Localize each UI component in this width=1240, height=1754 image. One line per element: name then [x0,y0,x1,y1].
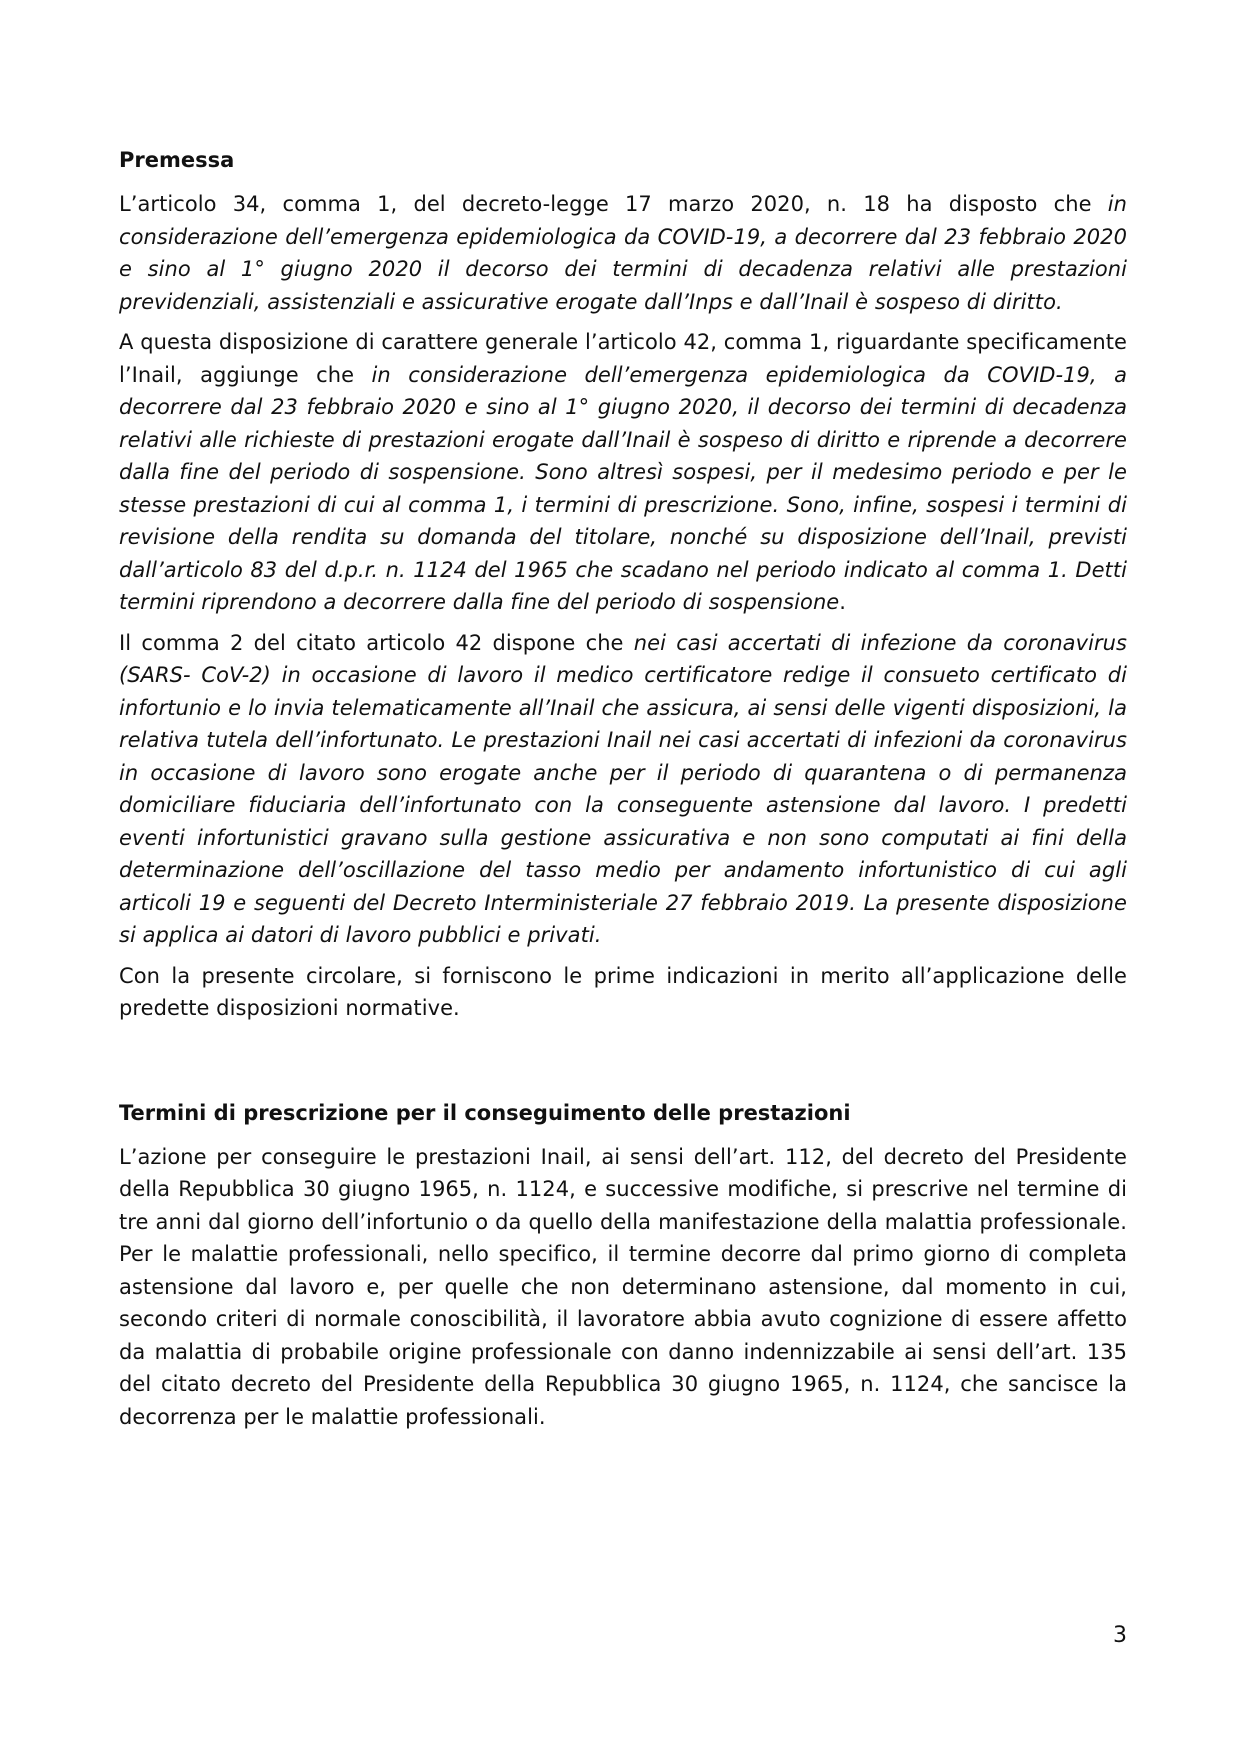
text-run: L’azione per conseguire le prestazioni Inail, ai sensi dell’art. 112, del decreto del Presidente della Repubblica 30 giugno 1965, n. 1124, e successive modifiche, si prescrive nel termine di tre anni dal giorno dell’infortunio o da quello della manifestazione della malattia professionale. Per le malattie professionali, nello specifico, il termine decorre dal primo giorno di completa astensione dal lavoro e, per quelle che non determinano astensione, dal momento in cui, secondo criteri di normale conoscibilità, il lavoratore abbia avuto cognizione di essere affetto da malattia di probabile origine professionale con danno indennizzabile ai sensi dell’art. 135 del citato decreto del Presidente della Repubblica 30 giugno 1965, n. 1124, che sancisce la decorrenza per le malattie professionali. [119,1144,1127,1429]
text-run: Il comma 2 del citato articolo 42 dispone che [119,630,634,655]
page-number: 3 [1113,1623,1127,1648]
text-run-italic: in considerazione dell’emergenza epidemiologica da COVID-19, a decorrere dal 23 febbraio 2020 e sino al 1° giugno 2020, il decorso dei termini di decadenza relativi alle richieste di prestazioni erogate dall’Inail è sospeso di diritto e riprende a decorrere dalla fine del periodo di sospensione. Sono altresì sospesi, per il medesimo periodo e per le stesse prestazioni di cui al comma 1, i termini di prescrizione. Sono, infine, sospesi i termini di revisione della rendita su domanda del titolare, nonché su disposizione dell’Inail, previsti dall’articolo 83 del d.p.r. n. 1124 del 1965 che scadano nel periodo indicato al comma 1. Detti termini riprendono a decorrere dalla fine del periodo di sospensione [119,362,1128,614]
paragraph-article-42-comma-2 [119,627,1127,952]
text-run: A questa disposizione di carattere generale l’articolo 42, comma 1, riguardante specificamente l’Inail, aggiunge che [119,330,1127,387]
text-run: L’articolo 34, comma 1, del decreto-legge 17 marzo 2020, n. 18 ha disposto che [119,192,1108,216]
paragraph-article-34 [119,188,1127,318]
section-spacer [119,1033,1127,1099]
paragraph-circolare-intro [119,960,1127,1025]
section-title-termini-prescrizione: Termini di prescrizione per il conseguimento delle prestazioni [119,1100,851,1125]
text-run: . [839,590,847,614]
text-run-italic: nei casi accertati di infezione da coronavirus (SARS- CoV-2) in occasione di lavoro il medico certificatore redige il consueto certificato di infortunio e lo invia telematicamente all’Inail che assicura, ai sensi delle vigenti disposizioni, la relativa tutela dell’infortunato. Le prestazioni Inail nei casi accertati di infezioni da coronavirus in occasione di lavoro sono erogate anche per il periodo di quarantena o di permanenza domiciliare fiduciaria dell’infortunato con la conseguente astensione dal lavoro. I predetti eventi infortunistici gravano sulla gestione assicurativa e non sono computati ai fini della determinazione dell’oscillazione del tasso medio per andamento infortunistico di cui agli articoli 19 e seguenti del Decreto Interministeriale 27 febbraio 2019. La presente disposizione si applica ai datori di lavoro pubblici e privati. [119,630,1127,947]
paragraph-termini-prescrizione [119,1141,1127,1434]
text-run-italic: in considerazione dell’emergenza epidemiologica da COVID-19, a decorrere dal 23 febbraio 2020 e sino al 1° giugno 2020 il decorso dei termini di decadenza relativi alle prestazioni previdenziali, assistenziali e assicurative erogate dall’Inps e dall’Inail è sospeso di diritto. [119,192,1127,314]
text-run: Con la presente circolare, si forniscono le prime indicazioni in merito all’applicazione delle predette disposizioni normative. [119,963,1127,1020]
paragraph-article-42-comma-1 [119,326,1127,619]
section-title-premessa: Premessa [119,148,235,172]
document-page [119,146,1127,1441]
